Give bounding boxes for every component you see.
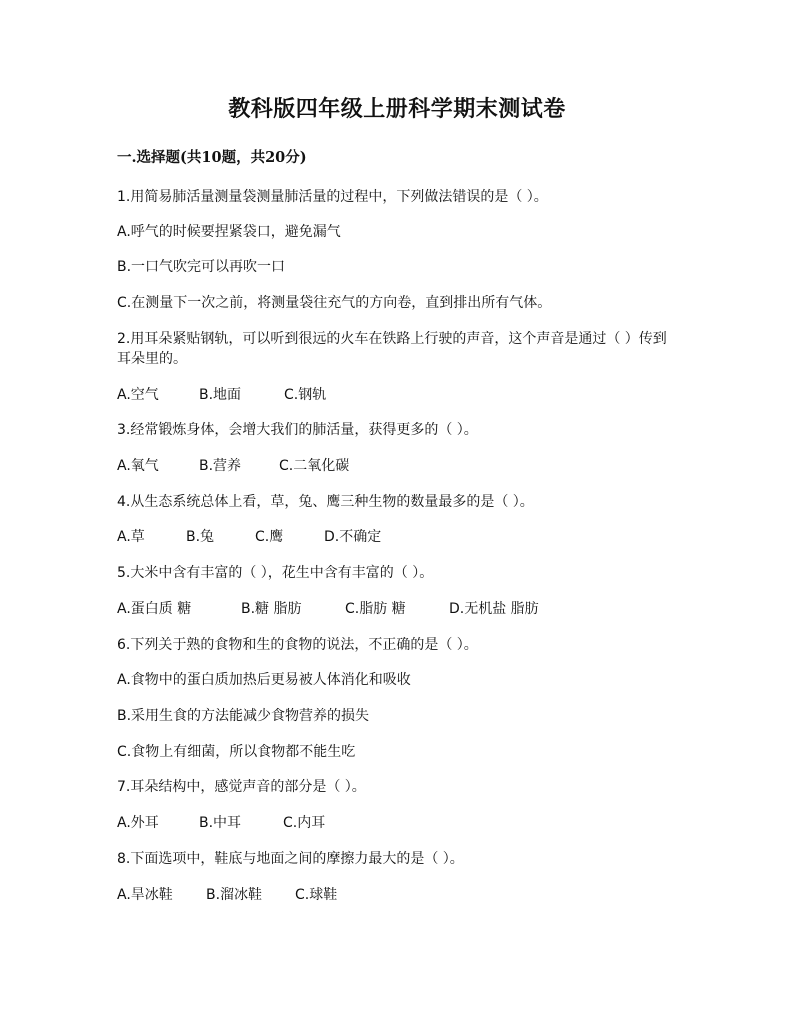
question-2-stem: 2.用耳朵紧贴钢轨，可以听到很远的火车在铁路上行驶的声音，这个声音是通过（ ）传到耳朵里的。	[117, 331, 667, 367]
question-3-option-b: B.营养	[199, 458, 242, 474]
question-4-stem: 4.从生态系统总体上看，草，兔、鹰三种生物的数量最多的是（ ）。	[117, 494, 534, 510]
question-1-option-a: A.呼气的时候要捏紧袋口，避免漏气	[117, 224, 341, 240]
question-7-option-a: A.外耳	[117, 815, 159, 831]
question-7-option-b: B.中耳	[199, 815, 242, 831]
question-6-stem: 6.下列关于熟的食物和生的食物的说法，不正确的是（ ）。	[117, 637, 478, 653]
section-heading: 一.选择题(共10题，共20分)	[117, 149, 307, 166]
question-2-option-b: B.地面	[199, 387, 242, 403]
question-4-option-c: C.鹰	[255, 529, 284, 545]
question-1-option-b: B.一口气吹完可以再吹一口	[117, 259, 286, 275]
question-6-option-b: B.采用生食的方法能减少食物营养的损失	[117, 708, 370, 724]
question-6-option-c: C.食物上有细菌，所以食物都不能生吃	[117, 744, 356, 760]
question-2-option-a: A.空气	[117, 387, 159, 403]
question-1-stem: 1.用简易肺活量测量袋测量肺活量的过程中，下列做法错误的是（ ）。	[117, 189, 548, 205]
question-5-option-d: D.无机盐 脂肪	[449, 601, 539, 617]
question-7-stem: 7.耳朵结构中，感觉声音的部分是（ ）。	[117, 779, 366, 795]
question-4-option-a: A.草	[117, 529, 145, 545]
question-3-option-a: A.氧气	[117, 458, 159, 474]
question-8-option-b: B.溜冰鞋	[206, 887, 263, 903]
question-4-options	[117, 527, 381, 547]
question-3-options	[117, 456, 349, 476]
question-3-option-c: C.二氧化碳	[279, 458, 350, 474]
question-5-option-b: B.糖 脂肪	[241, 601, 302, 617]
question-8-stem: 8.下面选项中，鞋底与地面之间的摩擦力最大的是（ ）。	[117, 851, 464, 867]
question-7-option-c: C.内耳	[283, 815, 326, 831]
question-6-option-a: A.食物中的蛋白质加热后更易被人体消化和吸收	[117, 672, 411, 688]
question-8-option-c: C.球鞋	[295, 887, 338, 903]
question-4-option-d: D.不确定	[324, 529, 382, 545]
question-2-options	[117, 385, 326, 405]
question-3-stem: 3.经常锻炼身体，会增大我们的肺活量，获得更多的（ ）。	[117, 422, 478, 438]
question-4-option-b: B.兔	[186, 529, 215, 545]
page-title: 教科版四年级上册科学期末测试卷	[228, 96, 566, 122]
question-5-option-a: A.蛋白质 糖	[117, 601, 192, 617]
question-2-option-c: C.钢轨	[284, 387, 327, 403]
question-8-options	[117, 885, 337, 905]
question-8-option-a: A.旱冰鞋	[117, 887, 173, 903]
question-5-stem: 5.大米中含有丰富的（ ），花生中含有丰富的（ ）。	[117, 565, 434, 581]
question-5-options	[117, 599, 539, 619]
question-1-option-c: C.在测量下一次之前，将测量袋往充气的方向卷，直到排出所有气体。	[117, 295, 552, 311]
question-5-option-c: C.脂肪 糖	[345, 601, 406, 617]
question-7-options	[117, 813, 325, 833]
